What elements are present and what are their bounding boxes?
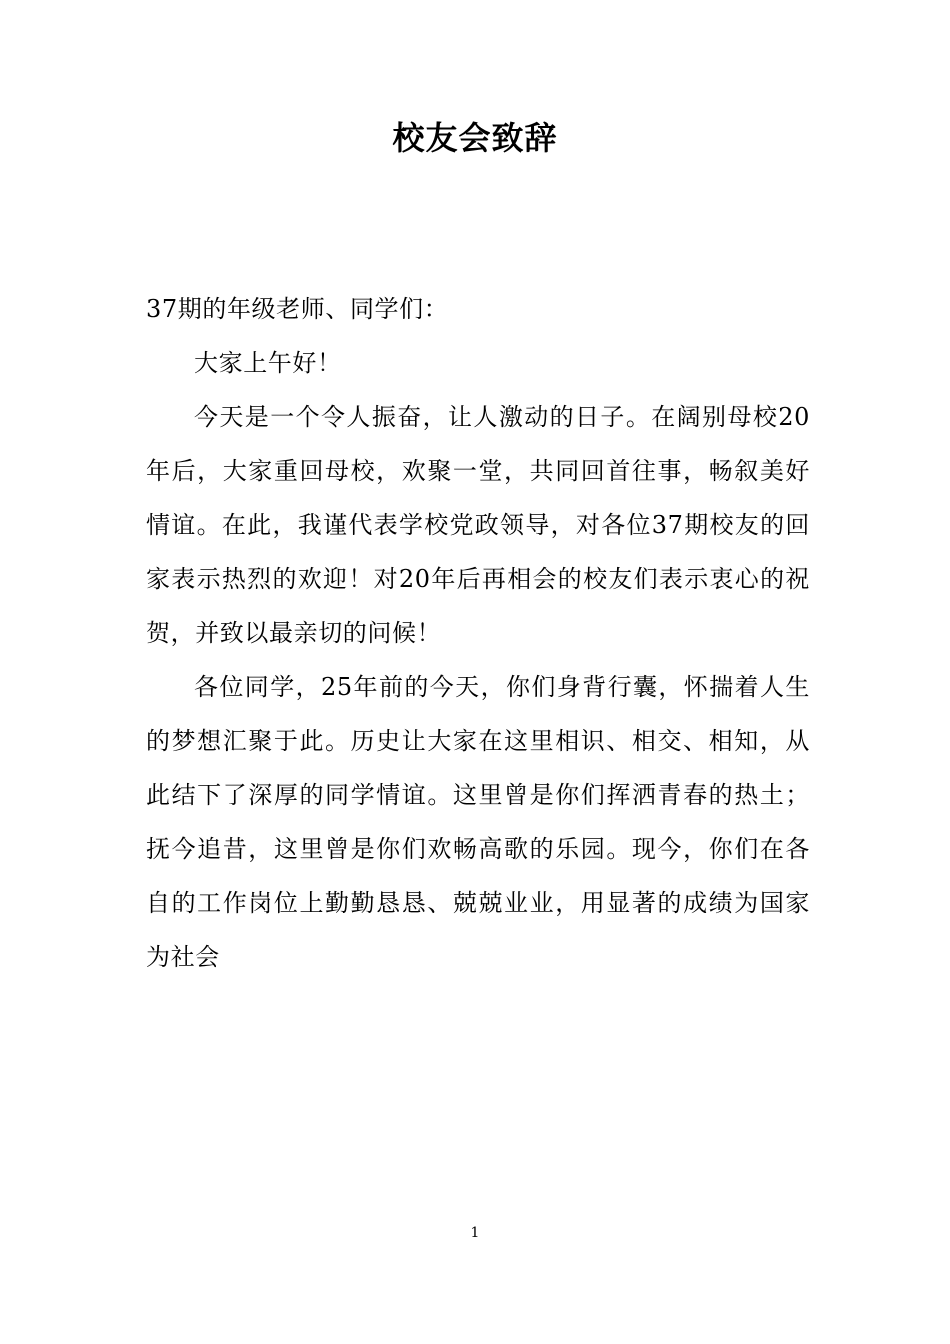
paragraph-welcome: 今天是一个令人振奋，让人激动的日子。在阔别母校20年后，大家重回母校，欢聚一堂，共同回首往事，畅叙美好情谊。在此，我谨代表学校党政领导，对各位37期校友的回家表示热烈的欢迎！对20年后再相会的校友们表示衷心的祝贺，并致以最亲切的问候！ (146, 403, 810, 647)
paragraph-memories: 各位同学，25年前的今天，你们身背行囊，怀揣着人生的梦想汇聚于此。历史让大家在这里相识、相交、相知，从此结下了深厚的同学情谊。这里曾是你们挥洒青春的热土；抚今追昔，这里曾是你们欢畅高歌的乐园。现今，你们在各自的工作岗位上勤勤恳恳、兢兢业业，用显著的成绩为国家为社会 (146, 673, 810, 971)
salutation: 37期的年级老师、同学们： (146, 295, 449, 323)
page-number: 1 (470, 1225, 480, 1241)
page-title: 校友会致辞 (392, 119, 558, 157)
document-body (146, 282, 810, 984)
paragraph-greeting: 大家上午好！ (194, 349, 342, 377)
